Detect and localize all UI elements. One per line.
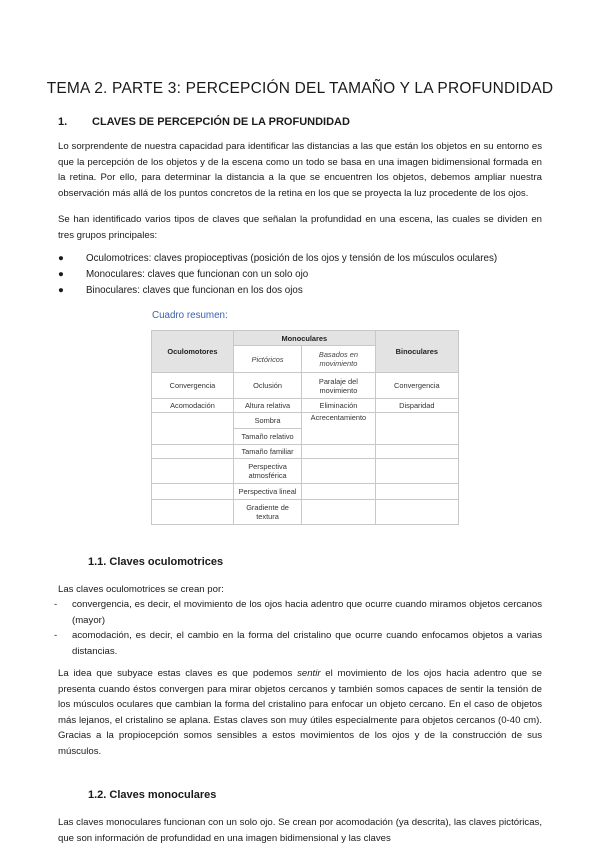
- paragraph-text: La idea que subyace estas claves es que podemos: [58, 668, 298, 679]
- table-cell: [375, 445, 458, 459]
- table-cell: [375, 484, 458, 500]
- oculomotor-intro: Las claves oculomotrices se crean por:: [58, 584, 224, 595]
- table-cell: Convergencia: [375, 373, 458, 399]
- table-cell: Convergencia: [152, 373, 234, 399]
- section-heading: [58, 116, 350, 128]
- table-cell: Sombra: [233, 413, 301, 429]
- header-binoculares: Binoculares: [375, 331, 458, 373]
- monocular-paragraph: Las claves monoculares funcionan con un solo ojo. Se crean por acomodación (ya descrita), las claves pictóricas, que son información de profundidad en una imagen bidimensional y las claves: [58, 817, 542, 844]
- table-row: [152, 413, 459, 429]
- list-item-text: Oculomotrices: claves propioceptivas (posición de los ojos y tensión de los músculos oculares): [86, 253, 498, 264]
- table-cell: Disparidad: [375, 399, 458, 413]
- table-cell: Paralaje del movimiento: [302, 373, 376, 399]
- table-cell: Tamaño familiar: [233, 445, 301, 459]
- header-monoculares: Monoculares: [233, 331, 375, 346]
- list-item: [54, 597, 542, 628]
- table-cell: Acomodación: [152, 399, 234, 413]
- table-cell: [302, 500, 376, 525]
- list-item: [54, 628, 542, 659]
- dash-icon: -: [54, 599, 58, 610]
- table-cell: Oclusión: [233, 373, 301, 399]
- subsection-heading: 1.1. Claves oculomotrices: [88, 556, 224, 568]
- table-cell: [375, 500, 458, 525]
- table-cell: Altura relativa: [233, 399, 301, 413]
- table-row: [152, 445, 459, 459]
- oculomotor-list: [54, 597, 542, 659]
- list-item: [58, 251, 497, 267]
- table-cell: [302, 459, 376, 484]
- summary-table: [151, 330, 459, 525]
- table-cell: Acrecentamiento: [302, 413, 376, 445]
- emphasis-text: sentir: [297, 668, 321, 679]
- subheader-pictoricos: Pictóricos: [233, 346, 301, 373]
- table-cell: [152, 484, 234, 500]
- bullet-icon: ●: [58, 269, 64, 280]
- page-title: TEMA 2. PARTE 3: PERCEPCIÓN DEL TAMAÑO Y LA PROFUNDIDAD: [46, 80, 554, 97]
- table-row: [152, 373, 459, 399]
- table-row: [152, 459, 459, 484]
- table-row: [152, 484, 459, 500]
- table-cell: Perspectiva lineal: [233, 484, 301, 500]
- table-row: [152, 500, 459, 525]
- intro-paragraph: Lo sorprendente de nuestra capacidad para identificar las distancias a las que están los objetos en su entorno es que la percepción de los objetos y de la escena como un todo se basa en una imagen bidimensional formada en la retina. Por ello, para determinar la distancia a la que se encuentren los objetos, debemos ampliar nuestra observación más allá de los puntos concretos de la retina en los que se proyecta la luz procedente de los ojos.: [58, 141, 542, 199]
- table-cell: Eliminación: [302, 399, 376, 413]
- section-heading-text: CLAVES DE PERCEPCIÓN DE LA PROFUNDIDAD: [92, 116, 350, 128]
- subheader-movimiento: Basados en movimiento: [302, 346, 376, 373]
- groups-paragraph: Se han identificado varios tipos de claves que señalan la profundidad en una escena, las cuales se dividen en tres grupos principales:: [58, 214, 542, 241]
- table-cell: [152, 413, 234, 445]
- table-cell: [152, 459, 234, 484]
- table-cell: [152, 445, 234, 459]
- bullet-icon: ●: [58, 285, 64, 296]
- list-item-text: convergencia, es decir, el movimiento de los ojos hacia adentro que ocurre cuando miramos objetos cercanos (mayor): [72, 599, 542, 626]
- depth-groups-list: [58, 251, 497, 299]
- table-cell: Gradiente de textura: [233, 500, 301, 525]
- dash-icon: -: [54, 630, 58, 641]
- list-item: [58, 283, 497, 299]
- table-cell: [152, 500, 234, 525]
- bullet-icon: ●: [58, 253, 64, 264]
- subsection-heading: 1.2. Claves monoculares: [88, 789, 217, 801]
- section-number: 1.: [58, 116, 68, 128]
- list-item-text: Binoculares: claves que funcionan en los dos ojos: [86, 285, 303, 296]
- table-row: [152, 399, 459, 413]
- table-cell: [375, 459, 458, 484]
- table-cell: Perspectiva atmosférica: [233, 459, 301, 484]
- table-cell: [375, 413, 458, 445]
- table-caption: Cuadro resumen:: [152, 310, 228, 321]
- table-cell: Tamaño relativo: [233, 429, 301, 445]
- list-item-text: acomodación, es decir, el cambio en la forma del cristalino que ocurre cuando enfocamos objetos a varias distancias.: [72, 630, 542, 657]
- table-cell: [302, 445, 376, 459]
- list-item: [58, 267, 497, 283]
- header-oculomotores: Oculomotores: [152, 331, 234, 373]
- oculomotor-paragraph: [58, 666, 542, 759]
- paragraph-text: el movimiento de los ojos hacia adentro que se presenta cuando éstos convergen para mirar objetos cercanos y también somos capaces de sentir la tensión de los músculos oculares que cambian la forma del cristalino para enfocar un objeto cercano. En el caso de objetos más lejanos, el cristalino se aplana. Estas claves son muy útiles especialmente para objetos cercanos (0-40 cm). Gracias a la propiocepción somos sensibles a estos movimientos de los ojos y de la construcción de sus músculos.: [58, 668, 542, 757]
- list-item-text: Monoculares: claves que funcionan con un solo ojo: [86, 269, 309, 280]
- table-cell: [302, 484, 376, 500]
